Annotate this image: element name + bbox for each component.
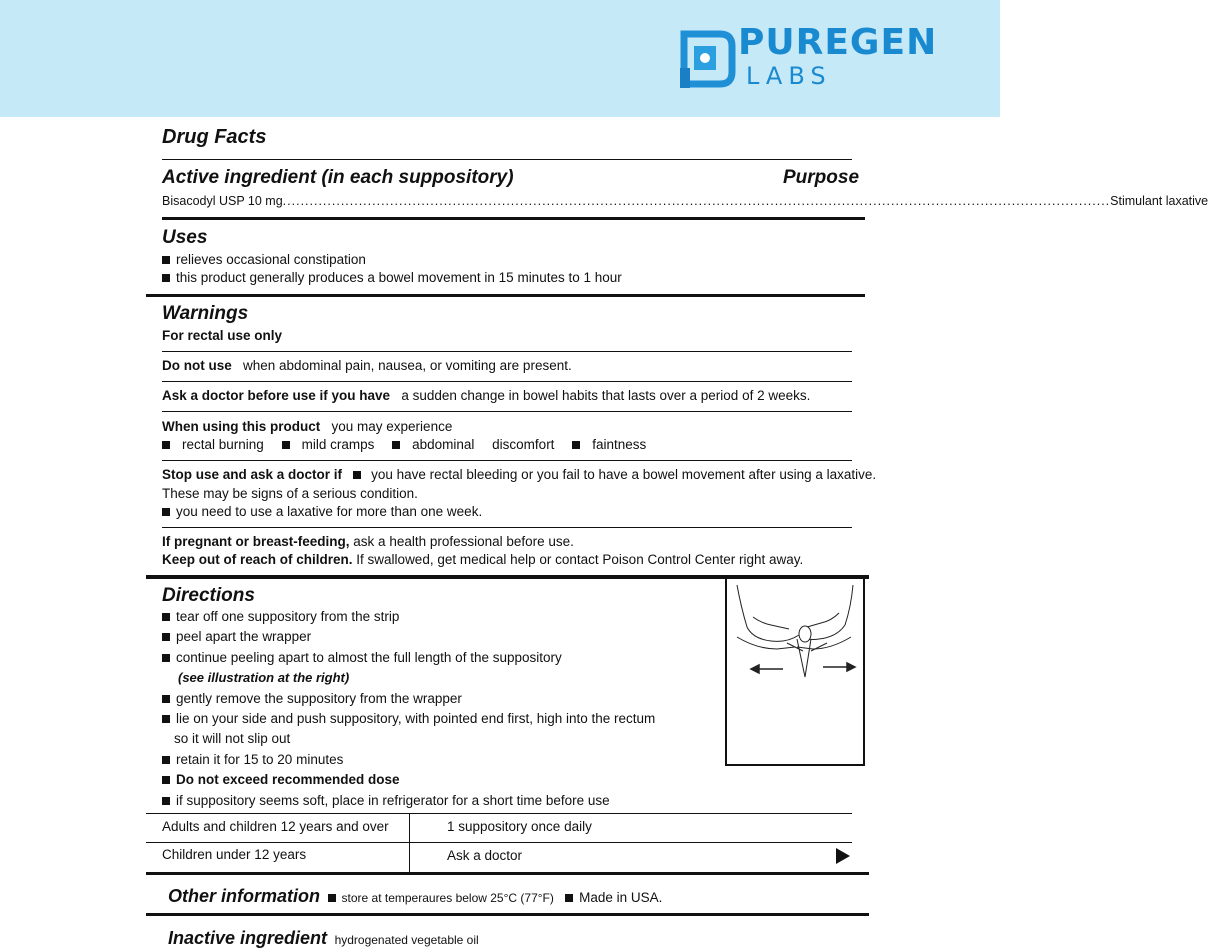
direction-item: peel apart the wrapper <box>162 629 311 644</box>
bullet-icon <box>162 756 170 764</box>
ask-doctor: Ask a doctor before use if you have a sudden change in bowel habits that lasts over a period of 2 weeks. <box>162 388 811 403</box>
ingredient: Bisacodyl USP 10 mg <box>162 194 283 208</box>
bullet-icon <box>162 715 170 723</box>
direction-item: if suppository seems soft, place in refrigerator for a short time before use <box>162 793 610 808</box>
table-top-rule <box>146 813 852 814</box>
brand-name: PUREGEN <box>738 22 938 63</box>
do-not-exceed: Do not exceed recommended dose <box>162 772 400 787</box>
header-banner <box>0 0 1000 117</box>
drug-facts-title: Drug Facts <box>162 126 267 148</box>
bullet-icon <box>162 695 170 703</box>
divider <box>162 351 852 352</box>
dot-leader: ......................................................................................................................................................................................... <box>282 194 1111 208</box>
divider <box>162 381 852 382</box>
bullet-icon <box>572 441 580 449</box>
bullet-icon <box>162 508 170 516</box>
bullet-icon <box>162 633 170 641</box>
when-using: When using this product you may experience <box>162 419 453 434</box>
purpose-heading: Purpose <box>783 167 860 188</box>
bullet-icon <box>392 441 400 449</box>
direction-item: continue peeling apart to almost the full length of the suppository <box>162 650 562 665</box>
see-illustration: (see illustration at the right) <box>178 670 350 685</box>
play-arrow-icon <box>834 847 852 865</box>
direction-item: gently remove the suppository from the wrapper <box>162 691 462 706</box>
bullet-icon <box>162 441 170 449</box>
uses-heading: Uses <box>162 227 208 248</box>
table-column-rule <box>409 813 410 872</box>
bullet-icon <box>282 441 290 449</box>
divider <box>162 460 852 461</box>
section-divider <box>146 913 869 916</box>
table-group-cell: Adults and children 12 years and over <box>162 819 389 834</box>
table-dose-cell: Ask a doctor <box>447 848 523 863</box>
pregnant-warning: If pregnant or breast-feeding, ask a health professional before use. <box>162 534 574 549</box>
direction-item: lie on your side and push suppository, with pointed end first, high into the rectum <box>162 711 655 726</box>
direction-item: retain it for 15 to 20 minutes <box>162 752 343 767</box>
bullet-icon <box>162 613 170 621</box>
uses-item: relieves occasional constipation <box>162 252 366 267</box>
section-divider <box>146 294 865 297</box>
direction-item-cont: so it will not slip out <box>174 731 291 746</box>
illustration-box <box>725 577 865 766</box>
active-ingredient-heading: Active ingredient (in each suppository) <box>162 167 514 188</box>
stop-use-item: you need to use a laxative for more than one week. <box>162 504 482 519</box>
stop-use: Stop use and ask a doctor if you have rectal bleeding or you fail to have a bowel movement after using a laxative. <box>162 467 877 482</box>
bullet-icon <box>162 256 170 264</box>
suppository-illustration <box>727 577 863 697</box>
section-divider <box>162 217 865 220</box>
divider <box>162 411 852 412</box>
keep-out-of-reach: Keep out of reach of children. If swallowed, get medical help or contact Poison Control Center right away. <box>162 552 804 567</box>
section-divider <box>146 872 869 875</box>
inactive-ingredient: Inactive ingredient hydrogenated vegetable oil <box>168 928 479 948</box>
divider <box>162 527 852 528</box>
warnings-heading: Warnings <box>162 303 249 324</box>
bullet-icon <box>162 797 170 805</box>
table-group-cell: Children under 12 years <box>162 847 307 862</box>
brand-subtitle: LABS <box>746 62 832 90</box>
direction-item: tear off one suppository from the strip <box>162 609 399 624</box>
uses-item: this product generally produces a bowel movement in 15 minutes to 1 hour <box>162 270 622 285</box>
bullet-icon <box>328 894 336 902</box>
active-ingredient-row <box>162 194 1208 208</box>
table-dose-cell: 1 suppository once daily <box>447 819 592 834</box>
divider <box>162 159 852 160</box>
bullet-icon <box>162 776 170 784</box>
purpose: Stimulant laxative <box>1110 194 1208 208</box>
other-information: Other information store at temperaures below 25°C (77°F) Made in USA. <box>168 886 663 906</box>
stop-use-cont: These may be signs of a serious condition. <box>162 486 418 501</box>
do-not-use: Do not use when abdominal pain, nausea, or vomiting are present. <box>162 358 572 373</box>
brand-logo <box>676 24 976 94</box>
bullet-icon <box>565 894 573 902</box>
bullet-icon <box>162 654 170 662</box>
directions-heading: Directions <box>162 585 255 606</box>
rectal-use-only: For rectal use only <box>162 328 283 343</box>
puregen-logo-icon <box>676 28 736 90</box>
bullet-icon <box>353 471 361 479</box>
bullet-icon <box>162 274 170 282</box>
table-row-rule <box>146 842 852 843</box>
when-using-items: rectal burning mild cramps abdominal discomfort faintness <box>162 437 646 452</box>
